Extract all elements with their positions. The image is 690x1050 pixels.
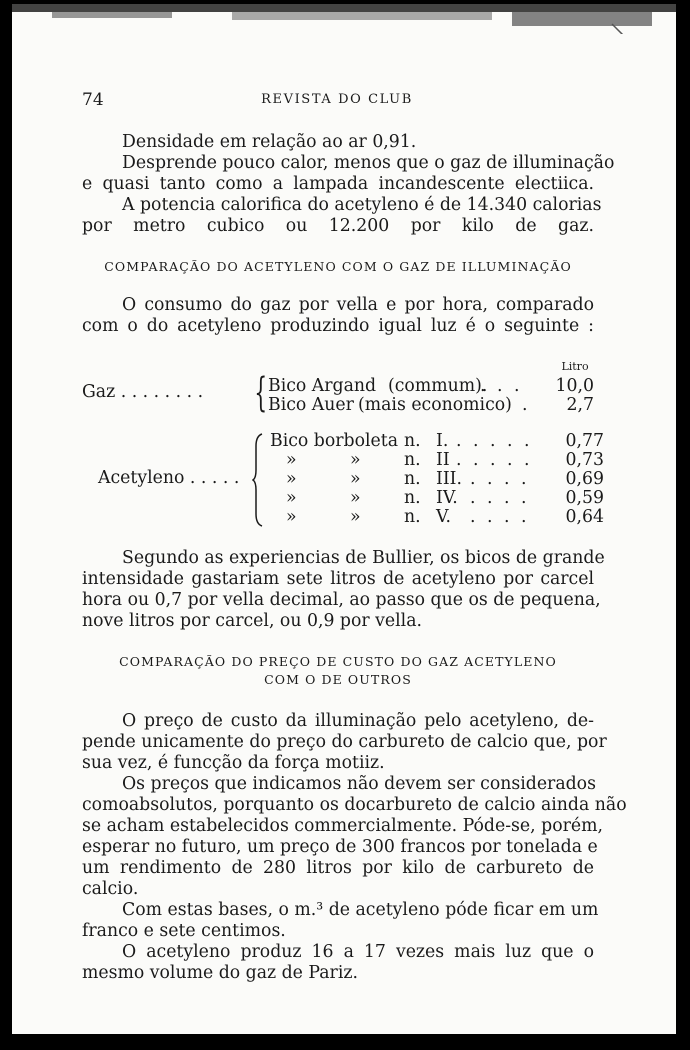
row-dots: . . . . . bbox=[456, 450, 533, 470]
text-line: Desprende pouco calor, menos que o gaz de illuminação bbox=[122, 153, 615, 173]
brace-acetyleno bbox=[252, 432, 266, 528]
section-title-1: COMPARAÇÃO DO ACETYLENO COM O GAZ DE ILLUMINAÇÃO bbox=[104, 259, 572, 274]
document-page bbox=[12, 4, 676, 1034]
text-line: se acham estabelecidos commercialmente. Póde-se, porém, bbox=[82, 816, 603, 836]
row-m: » bbox=[350, 469, 361, 489]
text-line: O acetyleno produz 16 a 17 vezes mais luz que o bbox=[122, 942, 594, 962]
page-number: 74 bbox=[82, 90, 104, 110]
group-label-acetyleno: Acetyleno . . . . . bbox=[98, 468, 240, 488]
text-line: nove litros por carcel, ou 0,9 por vella. bbox=[82, 611, 422, 631]
page-header bbox=[82, 90, 592, 112]
section1-paragraph bbox=[82, 295, 594, 337]
text-line: e quasi tanto como a lampada incandescente electiica. bbox=[82, 174, 594, 194]
row-c1: » bbox=[286, 469, 297, 489]
row-c2: n. bbox=[404, 507, 421, 527]
unit-label: Litro bbox=[561, 360, 589, 373]
row-value: 0,69 bbox=[565, 469, 604, 489]
text-line: franco e sete centimos. bbox=[82, 921, 286, 941]
row-c1: » bbox=[286, 507, 297, 527]
row-c1: Bico Auer bbox=[268, 395, 354, 415]
text-line: hora ou 0,7 por vella decimal, ao passo que os de pequena, bbox=[82, 590, 601, 610]
row-value: 0,77 bbox=[565, 431, 604, 451]
row-c2: n. bbox=[404, 431, 421, 451]
row-c1: » bbox=[286, 450, 297, 470]
row-value: 0,73 bbox=[565, 450, 604, 470]
section-title-2b: COM O DE OUTROS bbox=[264, 672, 412, 687]
row-c1: Bico borboleta bbox=[270, 431, 398, 451]
group-label-gaz: Gaz . . . . . . . . bbox=[82, 382, 204, 402]
row-dots: . . . bbox=[480, 376, 523, 396]
text-line: com o do acetyleno produzindo igual luz é o seguinte : bbox=[82, 316, 594, 336]
row-c2: (commum). bbox=[388, 376, 488, 396]
row-dots: . . . . bbox=[470, 488, 530, 508]
row-c3: II bbox=[436, 450, 450, 470]
scan-noise-top bbox=[12, 4, 676, 34]
section-title-2a: COMPARAÇÃO DO PREÇO DE CUSTO DO GAZ ACETYLENO bbox=[119, 654, 557, 669]
row-dots: . bbox=[522, 395, 528, 415]
cost-paragraph bbox=[82, 711, 627, 984]
row-m: » bbox=[350, 488, 361, 508]
row-dots: . . . . bbox=[470, 507, 530, 527]
text-line: sua vez, é funcção da força motiiz. bbox=[82, 753, 385, 773]
row-c2: n. bbox=[404, 469, 421, 489]
text-line: Densidade em relação ao ar 0,91. bbox=[122, 132, 417, 152]
row-value: 2,7 bbox=[566, 395, 594, 415]
row-c3: I. bbox=[436, 431, 449, 451]
row-c3: V. bbox=[436, 507, 451, 527]
row-c3: IV. bbox=[436, 488, 458, 508]
text-line: mesmo volume do gaz de Pariz. bbox=[82, 963, 358, 983]
text-line: esperar no futuro, um preço de 300 francos por tonelada e bbox=[82, 837, 598, 857]
text-line: comoabsolutos, porquanto os docarbureto de calcio ainda não bbox=[82, 795, 627, 815]
text-line: um rendimento de 280 litros por kilo de carbureto de bbox=[82, 858, 594, 878]
intro-paragraph bbox=[82, 132, 615, 237]
text-line: intensidade gastariam sete litros de acetyleno por carcel bbox=[82, 569, 594, 589]
text-line: Com estas bases, o m.³ de acetyleno póde ficar em um bbox=[122, 900, 599, 920]
row-c2: n. bbox=[404, 488, 421, 508]
brace-gaz: { bbox=[254, 370, 268, 416]
row-c1: » bbox=[286, 488, 297, 508]
row-value: 0,64 bbox=[565, 507, 604, 527]
text-line: Segundo as experiencias de Bullier, os bicos de grande bbox=[122, 548, 605, 568]
text-line: calcio. bbox=[82, 879, 139, 899]
row-c1: Bico Argand bbox=[268, 376, 377, 396]
text-line: O preço de custo da illuminação pelo acetyleno, de- bbox=[122, 711, 594, 731]
row-m: » bbox=[350, 450, 361, 470]
text-line: por metro cubico ou 12.200 por kilo de gaz. bbox=[82, 216, 594, 236]
bullier-paragraph bbox=[82, 548, 605, 632]
text-line: O consumo do gaz por vella e por hora, comparado bbox=[122, 295, 594, 315]
row-c2: (mais economico) bbox=[358, 395, 512, 415]
row-c2: n. bbox=[404, 450, 421, 470]
text-line: A potencia calorifica do acetyleno é de 14.340 calorias bbox=[122, 195, 602, 215]
row-dots: . . . . bbox=[470, 469, 530, 489]
row-c3: III. bbox=[436, 469, 462, 489]
row-value: 0,59 bbox=[565, 488, 604, 508]
row-dots: . . . . . bbox=[456, 431, 533, 451]
text-line: Os preços que indicamos não devem ser considerados bbox=[122, 774, 596, 794]
running-title: REVISTA DO CLUB bbox=[261, 92, 413, 107]
row-value: 10,0 bbox=[555, 376, 594, 396]
row-m: » bbox=[350, 507, 361, 527]
text-line: pende unicamente do preço do carbureto de calcio que, por bbox=[82, 732, 607, 752]
